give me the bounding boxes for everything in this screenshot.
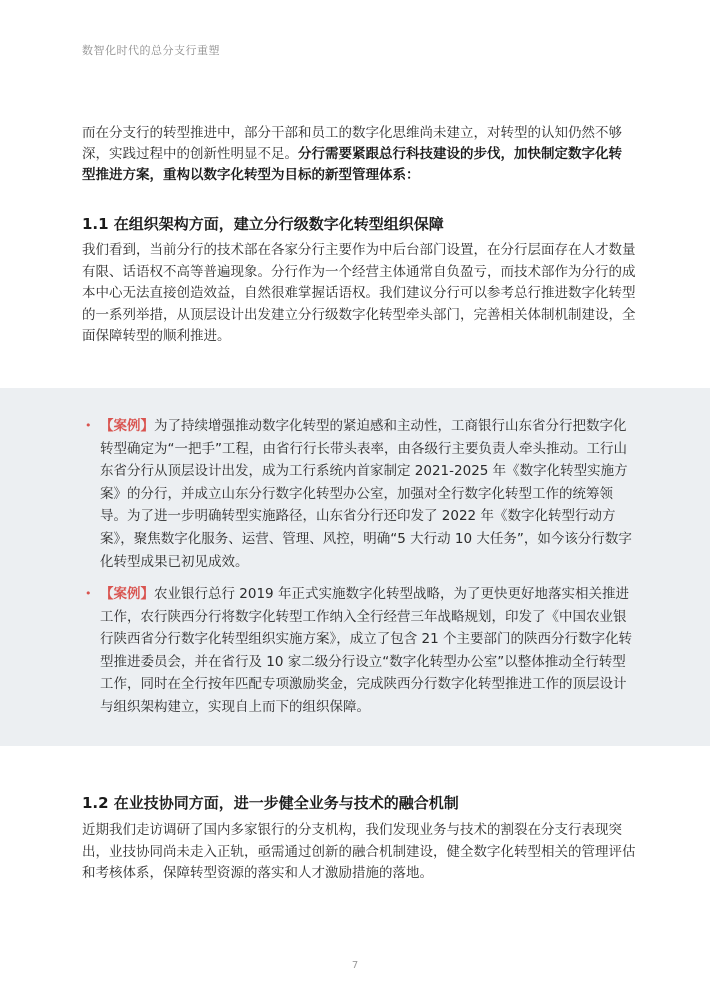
section-heading-1-1: 1.1 在组织架构方面，建立分行级数字化转型组织保障 bbox=[82, 215, 444, 233]
case-item bbox=[85, 583, 638, 719]
bullet-icon: • bbox=[85, 419, 92, 432]
intro-paragraph bbox=[82, 123, 630, 186]
intro-normal-text: 而在分支行的转型推进中，部分干部和员工的数字化思维尚未建立，对转型的认知仍然不够深，实践过程中的创新性明显不足。 bbox=[82, 125, 622, 162]
case-item bbox=[85, 415, 638, 573]
case-tag: 【案例】 bbox=[100, 586, 154, 602]
running-header: 数智化时代的总分支行重塑 bbox=[82, 44, 220, 57]
case-text: 为了持续增强推动数字化转型的紧迫感和主动性，工商银行山东省分行把数字化转型确定为“一把手”工程，由省行行长带头表率，由各级行主要负责人牵头推动。工行山东省分行从顶层设计出发，成为工行系统内首家制定 2021-2025 年《数字化转型实施方案》的分行，并成立山东分行数字化转型办公室，加强对全行数字化转型工作的统筹领导。为了进一步明确转型实施路径，山东省分行还印发了 2022 年《数字化转型行动方案》，聚焦数字化服务、运营、管理、风控，明确“5 大行动 10 大任务”，如今该分行数字化转型成果已初见成效。 bbox=[100, 418, 632, 570]
section-heading-1-2: 1.2 在业技协同方面，进一步健全业务与技术的融合机制 bbox=[82, 794, 459, 812]
bullet-icon: • bbox=[85, 587, 92, 600]
case-tag: 【案例】 bbox=[100, 418, 154, 434]
page-number: 7 bbox=[351, 960, 359, 971]
case-text: 农业银行总行 2019 年正式实施数字化转型战略，为了更快更好地落实相关推进工作，农行陕西分行将数字化转型工作纳入全行经营三年战略规划，印发了《中国农业银行陕西省分行数字化转型组织实施方案》，成立了包含 21 个主要部门的陕西分行数字化转型推进委员会，并在省行及 10 家二级分行设立“数字化转型办公室”以整体推动全行转型工作，同时在全行按年匹配专项激励奖金，完成陕西分行数字化转型推进工作的顶层设计与组织架构建立，实现自上而下的组织保障。 bbox=[100, 586, 633, 715]
intro-bold-text: 分行需要紧跟总行科技建设的步伐，加快制定数字化转型推进方案，重构以数字化转型为目标的新型管理体系： bbox=[82, 146, 622, 183]
case-study-box bbox=[0, 388, 710, 746]
section-1-2-body: 近期我们走访调研了国内多家银行的分支机构，我们发现业务与技术的割裂在分支行表现突出，业技协同尚未走入正轨，亟需通过创新的融合机制建设，健全数字化转型相关的管理评估和考核体系，保障转型资源的落实和人才激励措施的落地。 bbox=[82, 822, 636, 881]
section-1-1-body: 我们看到，当前分行的技术部在各家分行主要作为中后台部门设置，在分行层面存在人才数量有限、话语权不高等普遍现象。分行作为一个经营主体通常自负盈亏，而技术部作为分行的成本中心无法直接创造效益，自然很难掌握话语权。我们建议分行可以参考总行推进数字化转型的一系列举措，从顶层设计出发建立分行级数字化转型牵头部门，完善相关体制机制建设，全面保障转型的顺利推进。 bbox=[82, 242, 636, 344]
